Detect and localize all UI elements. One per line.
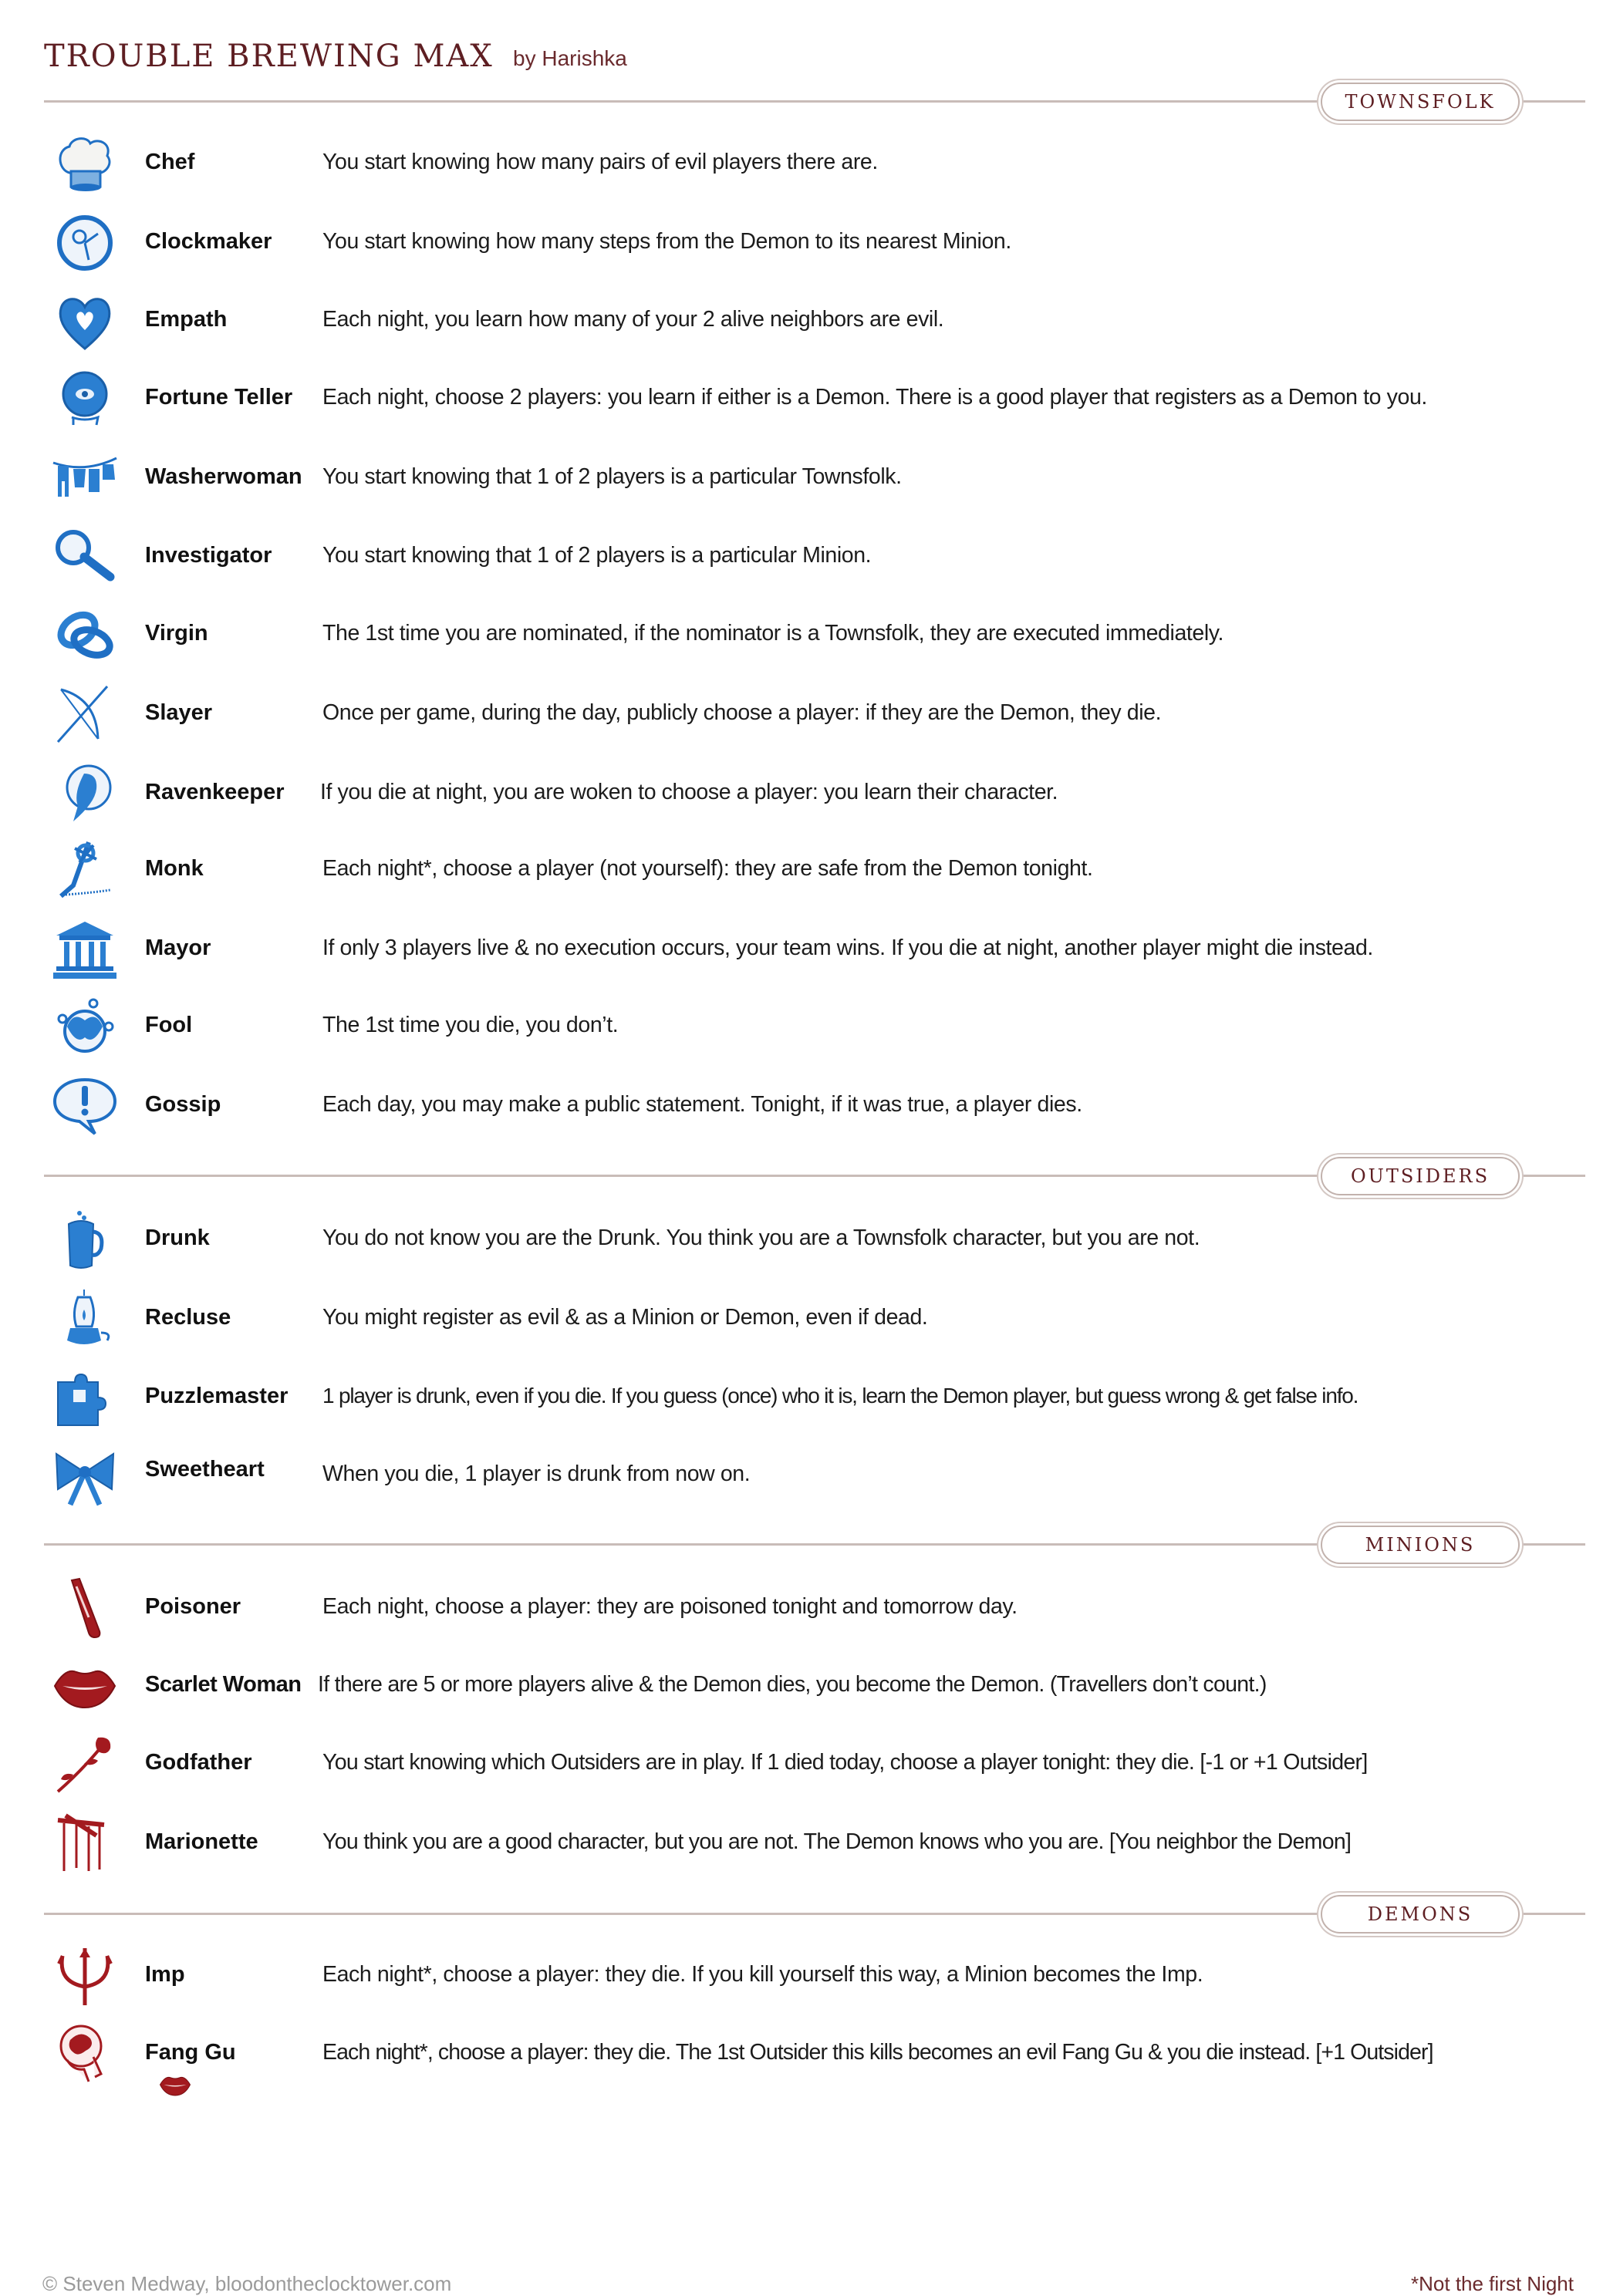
character-row-monk: [0, 833, 1620, 907]
character-ability: Each night, choose 2 players: you learn if either is a Demon. There is a good player that registers as a Demon to you.: [322, 385, 1427, 410]
character-name: Empath: [145, 307, 228, 332]
character-name: Puzzlemaster: [145, 1384, 289, 1408]
character-name: Scarlet Woman: [145, 1672, 302, 1697]
section-label: OUTSIDERS: [1350, 1165, 1490, 1187]
character-name: Fang Gu: [145, 2040, 236, 2065]
character-ability: Each day, you may make a public statement. Tonight, if it was true, a player dies.: [322, 1092, 1082, 1117]
poison-vial-icon: [50, 1577, 120, 1639]
character-row-investigator: [0, 520, 1620, 594]
character-row-godfather: [0, 1727, 1620, 1801]
character-row-ravenkeeper: [0, 757, 1620, 831]
character-ability: Each night*, choose a player: they die. If you kill yourself this way, a Minion becomes the Imp.: [322, 1962, 1203, 1987]
character-ability: You might register as evil & as a Minion or Demon, even if dead.: [322, 1305, 928, 1330]
lips-icon: [154, 2069, 196, 2100]
clock-icon: [50, 212, 120, 274]
character-name: Gossip: [145, 1092, 221, 1117]
oil-lamp-icon: [50, 1288, 120, 1350]
character-row-scarlet-woman: [0, 1649, 1620, 1723]
chef-hat-icon: [50, 133, 120, 194]
character-name: Monk: [145, 856, 204, 881]
character-row-drunk: [0, 1202, 1620, 1276]
character-ability: If only 3 players live & no execution occurs, your team wins. If you die at night, another player might die instead.: [322, 936, 1373, 960]
section-badge-demons: [1321, 1895, 1520, 1934]
character-row-slayer: [0, 677, 1620, 751]
rings-icon: [50, 604, 120, 666]
jester-hat-icon: [50, 996, 120, 1057]
character-ability: The 1st time you are nominated, if the nominator is a Townsfolk, they are executed immediately.: [322, 621, 1224, 646]
character-ability: When you die, 1 player is drunk from now on.: [322, 1462, 751, 1486]
character-ability: Each night, you learn how many of your 2 alive neighbors are evil.: [322, 307, 944, 332]
character-row-recluse: [0, 1282, 1620, 1356]
character-name: Mayor: [145, 936, 211, 960]
night-footnote: *Not the first Night: [1411, 2272, 1574, 2295]
section-badge-townsfolk: [1321, 83, 1520, 121]
character-name: Clockmaker: [145, 229, 272, 254]
character-name: Marionette: [145, 1829, 258, 1854]
character-row-sweetheart: [0, 1438, 1620, 1512]
bow-arrow-icon: [50, 683, 120, 745]
script-title-text: TROUBLE BREWING MAX: [44, 39, 494, 74]
character-ability: 1 player is drunk, even if you die. If you guess (once) who it is, learn the Demon player, but guess wrong & get false info.: [322, 1384, 1358, 1408]
character-row-fang-gu: [0, 2017, 1620, 2091]
character-ability: You do not know you are the Drunk. You think you are a Townsfolk character, but you are not.: [322, 1226, 1200, 1250]
character-ability: Each night*, choose a player: they die. The 1st Outsider this kills becomes an evil Fang Gu & you die instead. [+1 Outsider]: [322, 2040, 1433, 2065]
character-row-marionette: [0, 1806, 1620, 1880]
rosary-icon: [50, 839, 120, 901]
character-ability: If there are 5 or more players alive & the Demon dies, you become the Demon. (Travellers don’t count.): [318, 1672, 1267, 1697]
crystal-ball-icon: [50, 368, 120, 430]
character-row-chef: [0, 126, 1620, 201]
character-row-virgin: [0, 598, 1620, 672]
character-row-fool: [0, 990, 1620, 1064]
section-label: MINIONS: [1365, 1534, 1476, 1556]
speech-bubble-icon: [50, 1075, 120, 1137]
character-row-mayor: [0, 912, 1620, 986]
magnifying-glass-icon: [50, 526, 120, 588]
character-ability: You think you are a good character, but you are not. The Demon knows who you are. [You neighbor the Demon]: [322, 1829, 1352, 1854]
character-row-empath: [0, 284, 1620, 358]
town-hall-icon: [50, 919, 120, 980]
character-ability: If you die at night, you are woken to choose a player: you learn their character.: [320, 780, 1058, 804]
puzzle-pieces-icon: [50, 1367, 120, 1428]
character-ability: Once per game, during the day, publicly choose a player: if they are the Demon, they die.: [322, 700, 1162, 725]
character-ability: You start knowing how many pairs of evil players there are.: [322, 150, 878, 174]
character-name: Washerwoman: [145, 464, 302, 489]
character-ability: You start knowing how many steps from the Demon to its nearest Minion.: [322, 229, 1011, 254]
character-name: Imp: [145, 1962, 185, 1987]
character-name: Drunk: [145, 1226, 210, 1250]
clothesline-icon: [50, 447, 120, 509]
trident-icon: [50, 1945, 120, 2007]
character-name: Chef: [145, 150, 195, 174]
beer-mug-icon: [50, 1209, 120, 1270]
character-ability: The 1st time you die, you don’t.: [322, 1013, 619, 1037]
lips-icon: [50, 1655, 120, 1717]
character-ability: You start knowing that 1 of 2 players is a particular Minion.: [322, 543, 872, 568]
puppet-strings-icon: [50, 1812, 120, 1874]
character-name: Fool: [145, 1013, 193, 1037]
character-name: Godfather: [145, 1750, 252, 1775]
character-row-puzzlemaster: [0, 1360, 1620, 1435]
character-row-washerwoman: [0, 441, 1620, 515]
copyright: © Steven Medway, bloodontheclocktower.com: [42, 2272, 452, 2295]
heart-icon: [50, 290, 120, 352]
character-name: Fortune Teller: [145, 385, 293, 410]
character-ability: Each night, choose a player: they are poisoned tonight and tomorrow day.: [322, 1594, 1018, 1619]
rose-icon: [50, 1733, 120, 1795]
section-badge-outsiders: [1321, 1157, 1520, 1195]
section-label: DEMONS: [1367, 1903, 1473, 1925]
character-row-clockmaker: [0, 206, 1620, 280]
bow-ribbon-icon: [50, 1445, 120, 1506]
character-row-poisoner: [0, 1571, 1620, 1645]
script-author: by Harishka: [513, 46, 627, 70]
script-title: [44, 35, 494, 75]
character-name: Slayer: [145, 700, 213, 725]
character-name: Virgin: [145, 621, 208, 646]
character-ability: Each night*, choose a player (not yourself): they are safe from the Demon tonight.: [322, 856, 1093, 881]
character-ability: You start knowing which Outsiders are in play. If 1 died today, choose a player tonight: they die. [-1 or +1 Outsider]: [322, 1750, 1368, 1775]
character-row-fortune-teller: [0, 362, 1620, 436]
dragon-orb-icon: [50, 2023, 120, 2085]
section-label: TOWNSFOLK: [1345, 91, 1496, 113]
character-name: Ravenkeeper: [145, 780, 285, 804]
character-name: Investigator: [145, 543, 272, 568]
section-badge-minions: [1321, 1526, 1520, 1564]
raven-icon: [50, 763, 120, 824]
character-name: Sweetheart: [145, 1457, 265, 1482]
character-row-gossip: [0, 1069, 1620, 1143]
character-name: Poisoner: [145, 1594, 241, 1619]
character-row-imp: [0, 1939, 1620, 2013]
character-name: Recluse: [145, 1305, 231, 1330]
character-ability: You start knowing that 1 of 2 players is a particular Townsfolk.: [322, 464, 902, 489]
